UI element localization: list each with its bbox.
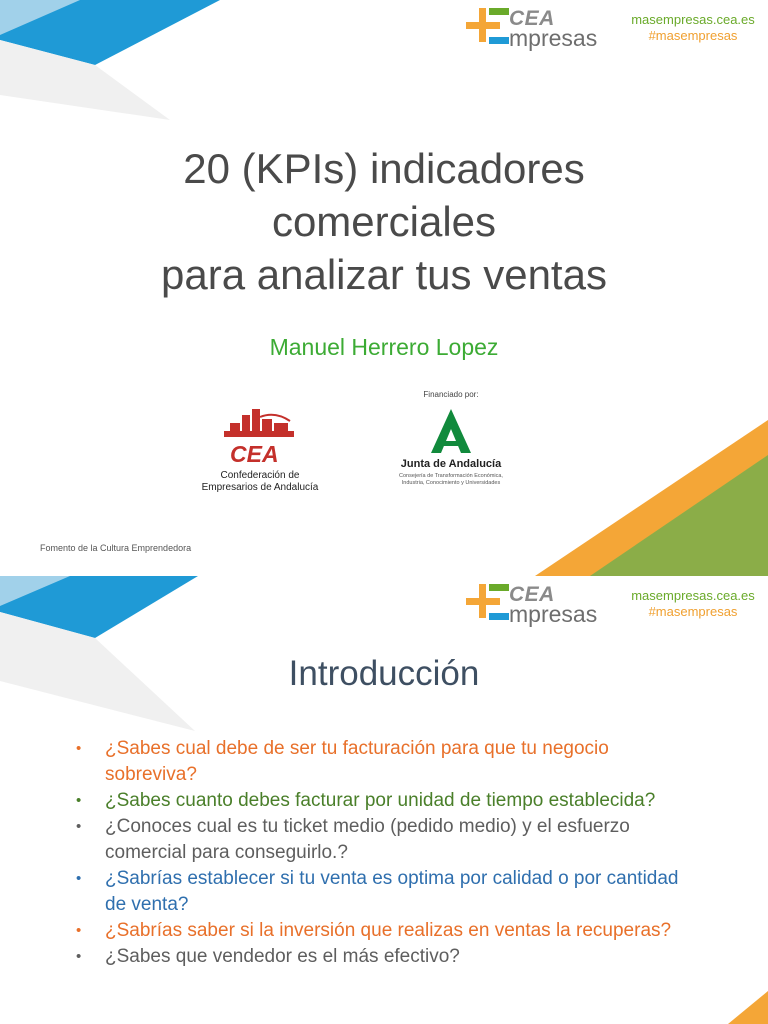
title-line-1: 20 (KPIs) indicadores <box>183 145 585 192</box>
footer-note: Fomento de la Cultura Emprendedora <box>40 543 192 553</box>
title-line-2: comerciales <box>271 198 497 245</box>
junta-name: Junta de Andalucía <box>400 458 502 470</box>
bullet-icon: • <box>76 948 82 965</box>
question-text: ¿Sabrías establecer si tu venta es optima por calidad o por cantidad de venta? <box>105 868 679 915</box>
question-text: ¿Sabrías saber si la inversión que realizas en ventas la recuperas? <box>105 920 672 941</box>
question-text: ¿Conoces cual es tu ticket medio (pedido medio) y el esfuerzo comercial para conseguirlo.? <box>105 816 630 863</box>
orange-corner-shape <box>728 991 768 1024</box>
plus-logo-icon <box>463 581 509 627</box>
author-name: Manuel Herrero Lopez <box>269 334 499 360</box>
logo-cea-text: CEA <box>509 583 555 606</box>
junta-andalucia-emblem-icon <box>385 405 517 457</box>
junta-andalucia-logo <box>385 405 517 495</box>
junta-dept-line-2: Industria, Conocimiento y Universidades <box>401 480 501 486</box>
cea-logo-word: CEA <box>230 441 279 467</box>
question-item <box>74 814 694 866</box>
question-text: ¿Sabes cual debe de ser tu facturación para que tu negocio sobreviva? <box>105 738 609 785</box>
question-item <box>74 788 694 814</box>
intro-slide <box>0 576 768 1024</box>
question-item <box>74 918 694 944</box>
logo-cea-text: CEA <box>509 7 555 30</box>
cea-building-logo-icon <box>190 405 330 445</box>
site-url[interactable]: masempresas.cea.es <box>631 12 755 27</box>
cea-empresas-logo <box>463 5 613 53</box>
plus-logo-icon <box>463 5 509 51</box>
question-text: ¿Sabes que vendedor es el más efectivo? <box>105 946 460 967</box>
cea-name-line-1: Confederación de <box>220 470 300 481</box>
site-url[interactable]: masempresas.cea.es <box>631 588 755 603</box>
site-info <box>623 588 763 619</box>
junta-department <box>385 473 517 487</box>
hashtag: #masempresas <box>648 604 738 619</box>
site-info <box>623 12 763 43</box>
cea-empresas-logo <box>463 581 613 629</box>
section-title: Introducción <box>288 654 480 693</box>
junta-dept-line-1: Consejería de Transformación Económica, <box>399 473 503 479</box>
question-list <box>74 736 694 970</box>
bullet-icon: • <box>76 740 82 757</box>
funded-by-label: Financiado por: <box>423 390 479 399</box>
question-item <box>74 944 694 970</box>
cea-organization-logo <box>190 405 330 495</box>
cea-full-name <box>190 470 330 494</box>
bullet-icon: • <box>76 922 82 939</box>
cea-name-line-2: Empresarios de Andalucía <box>201 482 319 493</box>
question-item <box>74 736 694 788</box>
logo-mpresas-text: mpresas <box>509 601 598 627</box>
bullet-icon: • <box>76 792 82 809</box>
slide-title <box>84 142 684 301</box>
question-item <box>74 866 694 918</box>
question-text: ¿Sabes cuanto debes facturar por unidad de tiempo establecida? <box>105 790 656 811</box>
bullet-icon: • <box>76 870 82 887</box>
bullet-icon: • <box>76 818 82 835</box>
logo-mpresas-text: mpresas <box>509 25 598 51</box>
hashtag: #masempresas <box>648 28 738 43</box>
title-line-3: para analizar tus ventas <box>161 251 607 298</box>
